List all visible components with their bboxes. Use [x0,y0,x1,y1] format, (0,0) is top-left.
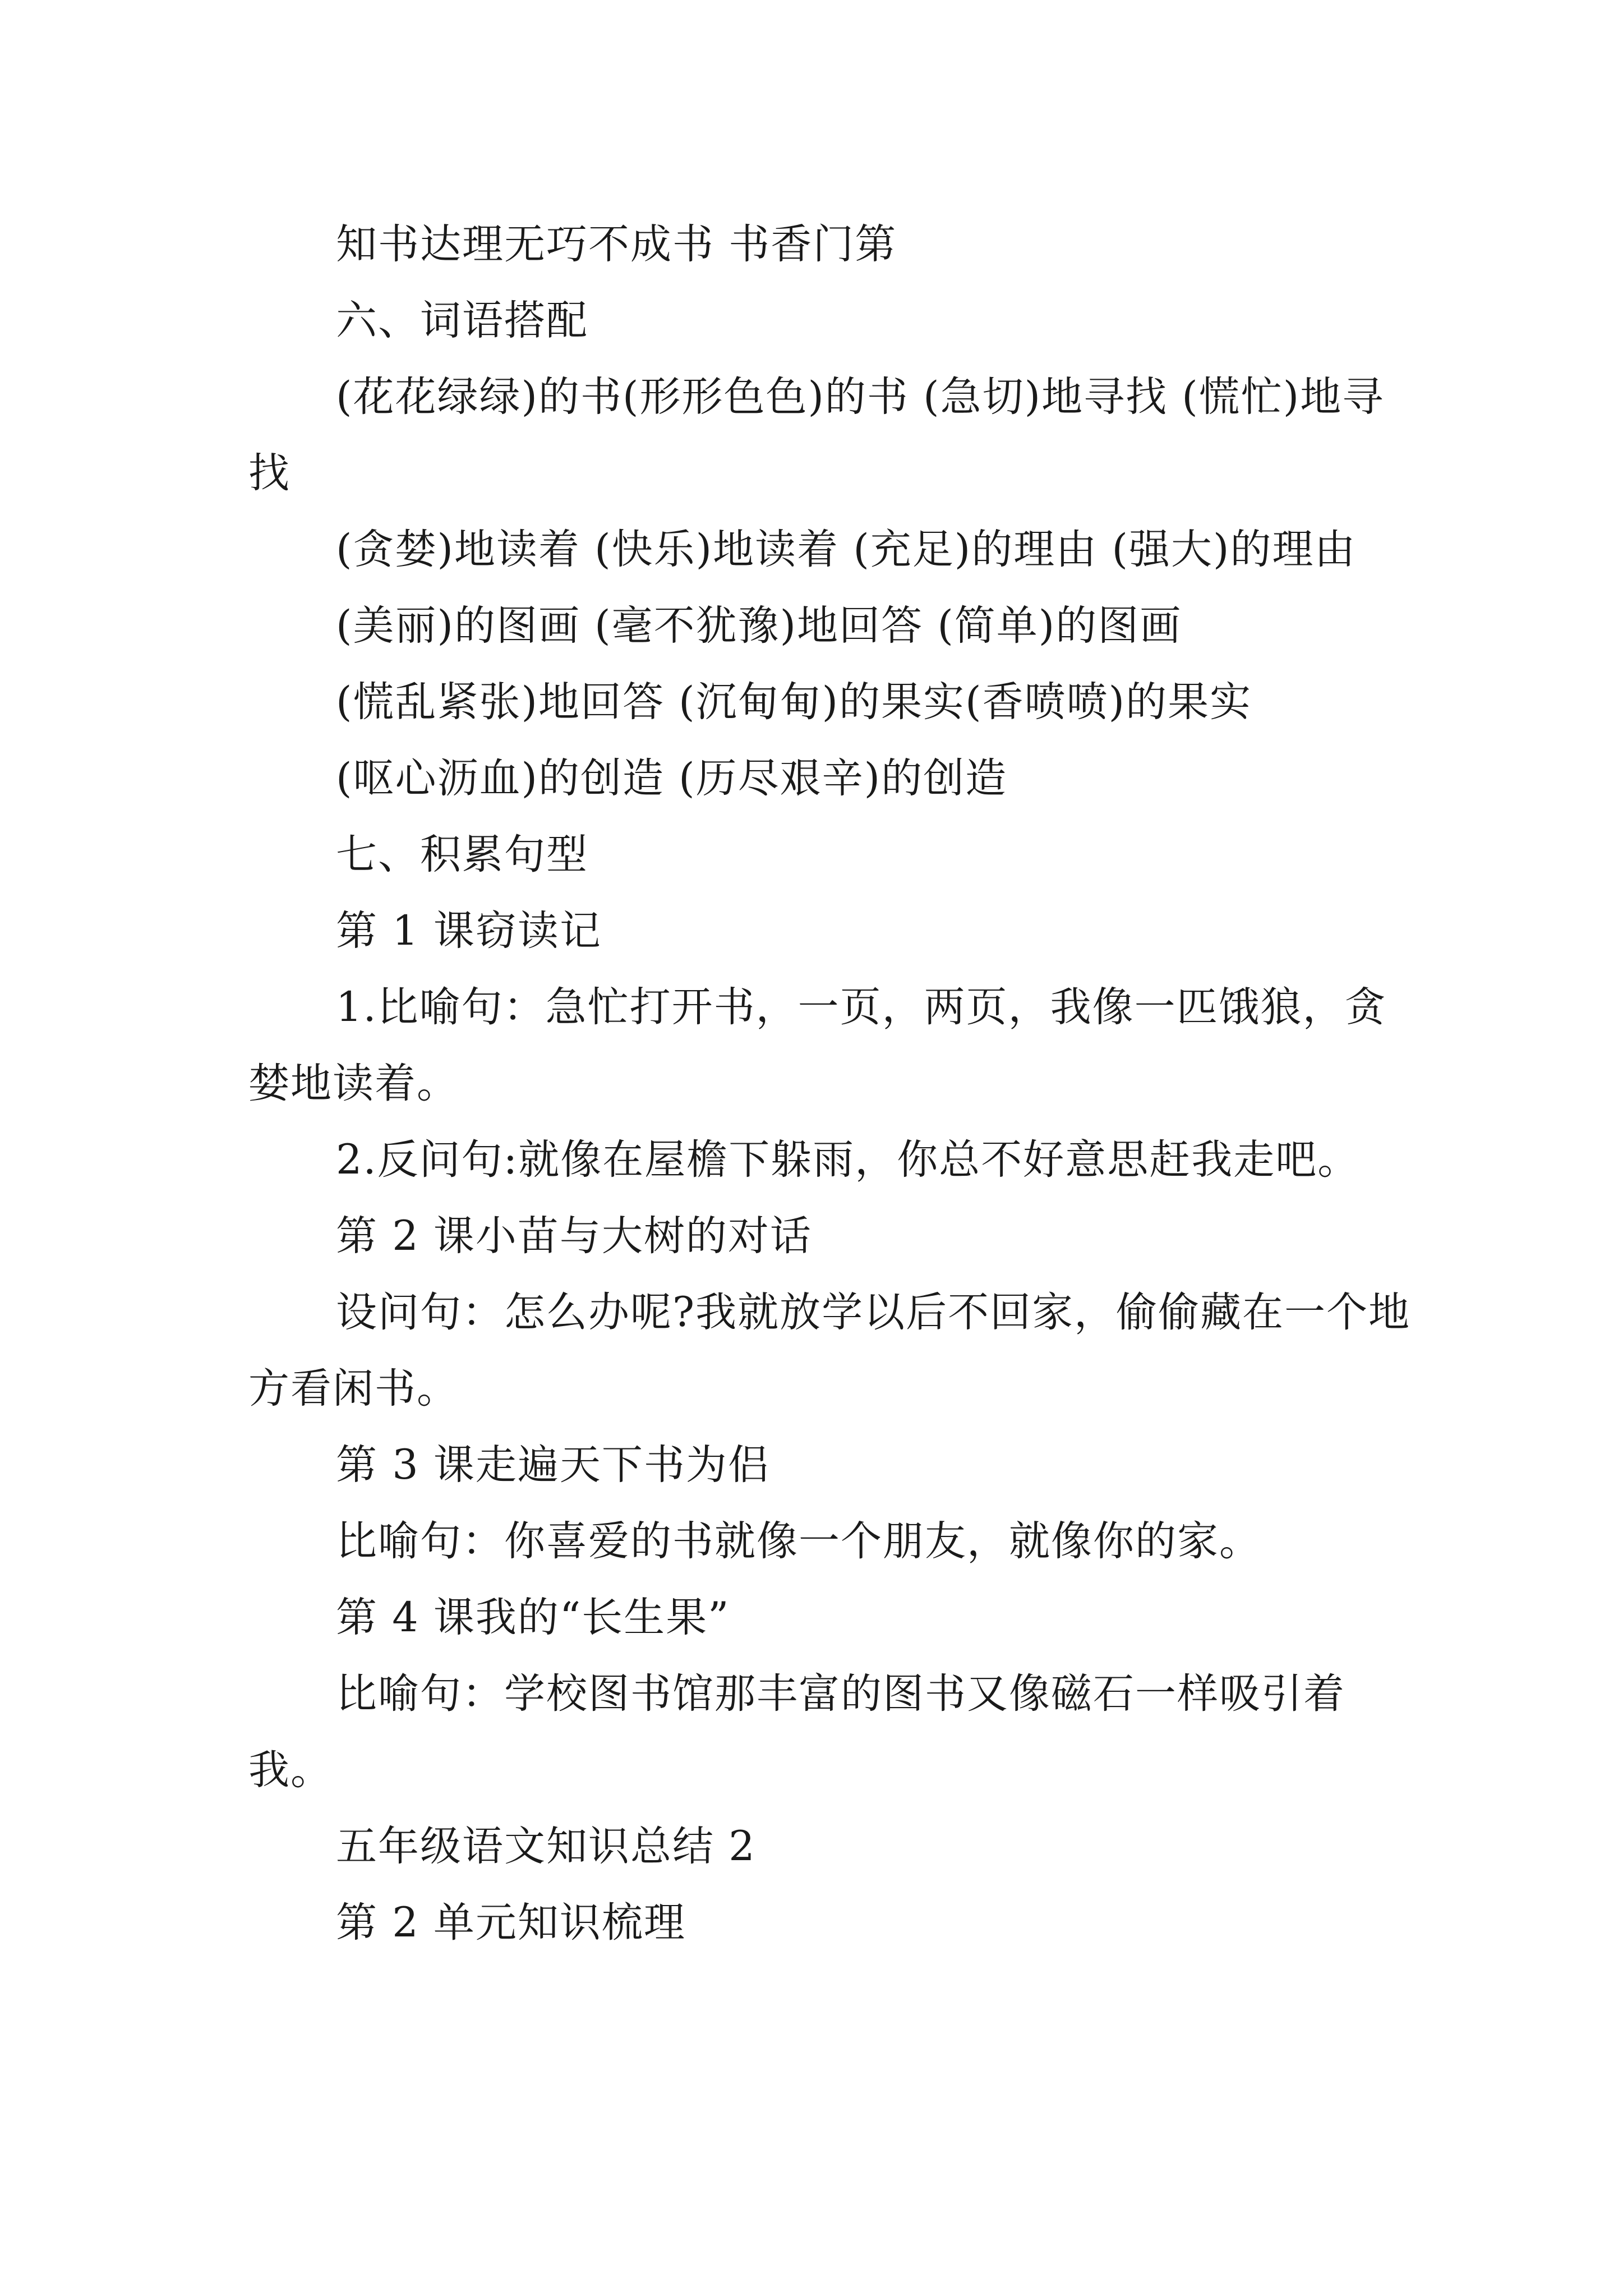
lesson-4-title: 第 4 课我的“长生果” [336,1594,730,1641]
paragraph-pairing-2: (贪婪)地读着 (快乐)地读着 (充足)的理由 (强大)的理由 [336,526,1357,573]
paragraph-pairing-3: (美丽)的图画 (毫不犹豫)地回答 (简单)的图画 [336,602,1182,650]
lesson-2-title: 第 2 课小苗与大树的对话 [336,1212,812,1260]
lesson-1-sentence-2: 2.反问句:就像在屋檐下躲雨，你总不好意思赶我走吧。 [336,1136,1360,1184]
section-title-summary-2: 五年级语文知识总结 2 [336,1823,756,1870]
document-body [248,206,1415,1961]
unit-2-title: 第 2 单元知识梳理 [336,1899,686,1947]
lesson-1-title: 第 1 课窃读记 [336,907,602,955]
heading-sentence-patterns: 七、积累句型 [336,831,588,878]
paragraph-pairing-1: (花花绿绿)的书(形形色色)的书 (急切)地寻找 (慌忙)地寻找 [248,373,1385,497]
lesson-4-sentence: 比喻句：学校图书馆那丰富的图书又像磁石一样吸引着我。 [248,1670,1345,1794]
lesson-3-title: 第 3 课走遍天下书为侣 [336,1441,770,1489]
paragraph-idioms: 知书达理无巧不成书 书香门第 [336,220,897,268]
heading-word-pairing: 六、词语搭配 [336,297,588,344]
lesson-1-sentence-1: 1.比喻句：急忙打开书，一页，两页，我像一匹饿狼，贪婪地读着。 [248,983,1387,1107]
paragraph-pairing-4: (慌乱紧张)地回答 (沉甸甸)的果实(香喷喷)的果实 [336,678,1252,726]
paragraph-pairing-5: (呕心沥血)的创造 (历尽艰辛)的创造 [336,754,1008,802]
lesson-2-sentence: 设问句：怎么办呢?我就放学以后不回家，偷偷藏在一个地方看闲书。 [248,1289,1411,1412]
lesson-3-sentence: 比喻句：你喜爱的书就像一个朋友，就像你的家。 [336,1517,1261,1565]
